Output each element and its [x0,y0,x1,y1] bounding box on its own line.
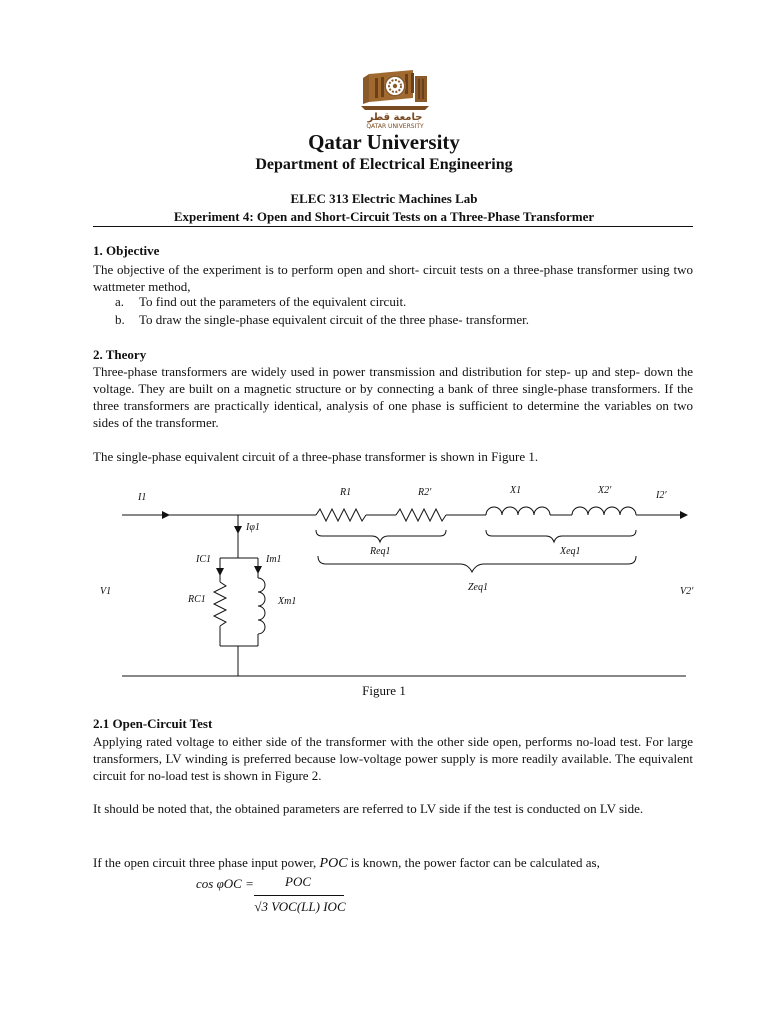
label-x1: X1 [510,485,522,496]
label-xm: Xm1 [278,596,297,607]
list-marker: a. [115,294,125,309]
logo-english-text: QATAR UNIVERSITY [366,123,424,130]
label-rc: RC1 [188,594,206,605]
formula-lhs: cos φOC = [196,876,254,891]
header-divider [93,226,693,227]
experiment-title: Experiment 4: Open and Short-Circuit Tests on a Three-Phase Transformer [173,209,595,224]
label-v2: V2′ [680,586,694,597]
department-title: Department of Electrical Engineering [255,156,513,173]
theory-figure-intro: The single-phase equivalent circuit of a three-phase transformer is shown in Figure 1. [93,449,539,464]
power-sentence-start: If the open circuit three phase input power, [93,855,320,870]
list-item-text: To draw the single-phase equivalent circuit of the three phase- transformer. [139,312,530,327]
objective-text: The objective of the experiment is to perform open and short- circuit tests on a three-phase transformer using two wattmeter method, [93,262,693,294]
label-iphi: Iφ1 [246,522,260,533]
theory-heading: 2. Theory [93,347,147,362]
label-r2: R2′ [418,487,432,498]
label-r1: R1 [340,487,352,498]
figure-caption: Figure 1 [362,683,406,698]
formula-numerator: POC [285,874,311,889]
label-x2: X2′ [598,485,612,496]
fraction-bar [254,895,344,896]
label-v1: V1 [100,586,112,597]
list-item-text: To find out the parameters of the equivalent circuit. [139,294,407,309]
label-i2: I2′ [656,490,667,501]
theory-paragraph: Three-phase transformers are widely used in power transmission and distribution for step- up and step- down the voltage. They are built on a magnetic structure or by connecting a bank of three single-phase transformers. If the three transformers are practically identical, analysis of one phase is sufficient to determine the variables on two sides of the transformer. [93,364,693,430]
logo-arabic-text: جامعة قطر [367,112,423,123]
qatar-university-logo [355,68,435,130]
label-xeq: Xeq1 [560,546,581,557]
list-marker: b. [115,312,125,327]
label-im: Im1 [266,554,282,565]
power-sentence-end: is known, the power factor can be calculated as, [347,855,600,870]
objective-item [115,312,529,328]
poc-symbol: POC [319,856,348,871]
course-title: ELEC 313 Electric Machines Lab [290,191,478,206]
oc-test-note: It should be noted that, the obtained parameters are referred to LV side if the test is conducted on LV side. [93,801,644,816]
university-title: Qatar University [308,130,460,154]
formula-denominator: √3 VOC(LL) IOC [254,899,346,914]
label-i1: I1 [138,492,147,503]
oc-test-paragraph: Applying rated voltage to either side of the transformer with the other side open, performs no-load test. For large transformers, LV winding is preferred because low-voltage power supply is more readily available. The equivalent circuit for no-load test is shown in Figure 2. [93,734,693,783]
label-req: Req1 [370,546,391,557]
objective-heading: 1. Objective [93,243,160,258]
label-ic: IC1 [196,554,211,565]
power-factor-sentence [93,855,600,872]
equivalent-circuit-figure [90,478,710,683]
objective-item [115,294,406,310]
label-zeq: Zeq1 [468,582,488,593]
oc-test-heading: 2.1 Open-Circuit Test [93,716,213,731]
